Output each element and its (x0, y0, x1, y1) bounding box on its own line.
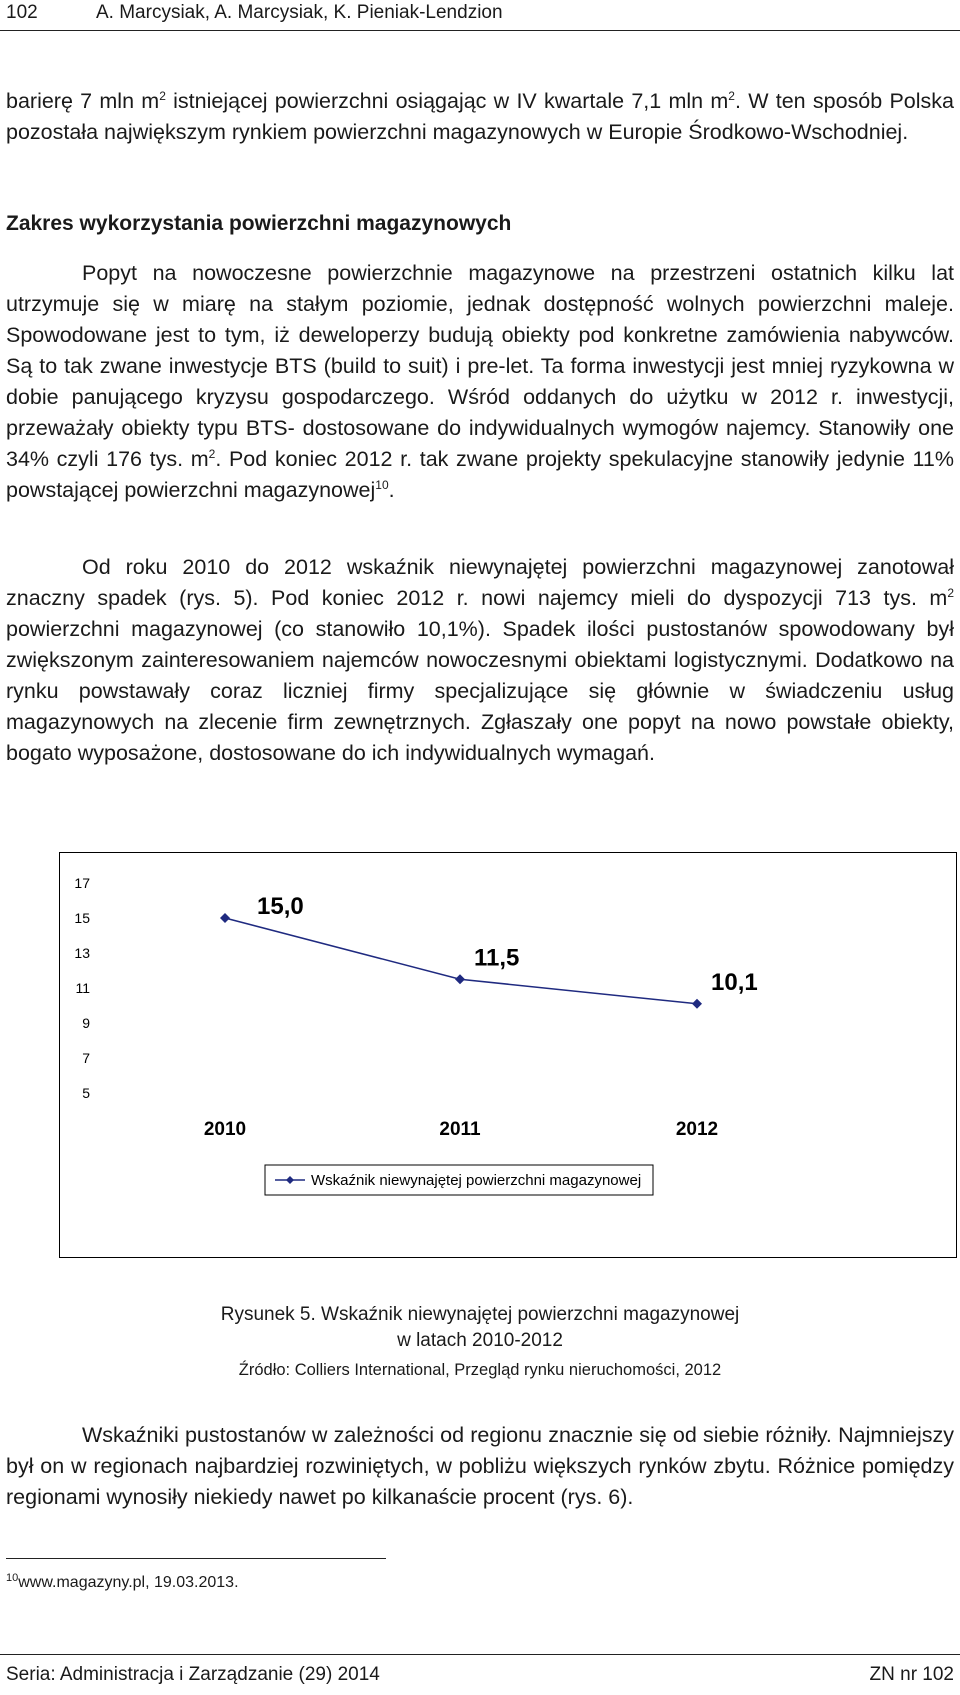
data-label: 15,0 (257, 893, 304, 920)
figure-source: Źródło: Colliers International, Przegląd rynku nieruchomości, 2012 (238, 1361, 722, 1379)
section-heading: Zakres wykorzystania powierzchni magazynowych (6, 212, 512, 235)
series-line (225, 918, 697, 1004)
footnote: $^{10}$www.magazyny.pl, 19.03.2013. (6, 1572, 239, 1591)
paragraph-regions: Wskaźniki pustostanów w zależności od regionu znacznie się od siebie różniły. Najmniejszy był on w regionach najbardziej rozwiniętych, w pobliżu większych rynków zbytu. Różnice pomiędzy regionami wynosiły niekiedy nawet po kilkanaście procent (rys. 6). (6, 1423, 954, 1509)
footer-series: Seria: Administracja i Zarządzanie (29) 2014 (6, 1664, 380, 1685)
figure-caption: Rysunek 5. Wskaźnik niewynajętej powierzchni magazynowej w latach 2010-2012 (220, 1304, 740, 1351)
header-divider (0, 30, 960, 31)
x-category-label: 2012 (675, 1119, 719, 1140)
y-tick-label: 5 (82, 1085, 90, 1101)
vacancy-rate-chart (59, 852, 957, 1258)
paragraph-vacancy: Od roku 2010 do 2012 wskaźnik niewynajętej powierzchni magazynowej zanotował znaczny spadek (rys. 5). Pod koniec 2012 r. nowi najemcy mieli do dyspozycji 713 tys. $m^2$ powierzchni magazynowej (co stanowiło 10,1%). Spadek ilości pustostanów spowodowany był zwiększonym zainteresowaniem najemców nowoczesnymi obiektami logistycznymi. Dodatkowo na rynku powstawały coraz liczniej firmy specjalizujące się głównie w świadczeniu usług magazynowych na zlecenie firm zewnętrznych. Zgłaszały one popyt na nowo powstałe obiekty, bogato wyposażone, dostosowane do ich indywidualnych wymagań. (6, 555, 954, 765)
y-tick-label: 7 (82, 1050, 90, 1066)
y-tick-label: 9 (82, 1015, 90, 1031)
y-tick-label: 15 (74, 910, 90, 926)
y-tick-label: 17 (74, 875, 90, 891)
intro-paragraph: barierę 7 mln $m^2$ istniejącej powierzchni osiągając w IV kwartale 7,1 mln $m^2$. W ten sposób Polska pozostała największym rynkiem powierzchni magazynowych w Europie Środkowo-Wschodniej. (6, 89, 954, 144)
x-category-label: 2010 (203, 1119, 247, 1140)
page-header (0, 0, 960, 26)
footer-divider (0, 1654, 960, 1655)
data-point-marker (455, 974, 465, 984)
y-tick-label: 11 (75, 980, 90, 996)
data-label: 10,1 (711, 968, 758, 996)
paragraph-demand: Popyt na nowoczesne powierzchnie magazynowe na przestrzeni ostatnich kilku lat utrzymuje się w miarę na stałym poziomie, jednak dostępność wolnych powierzchni maleje. Spowodowane jest to tym, iż deweloperzy budują obiekty pod konkretne zamówienia nabywców. Są to tak zwane inwestycje BTS (build to suit) i pre-let. Ta forma inwestycji jest mniej ryzykowna w dobie panującego kryzysu gospodarczego. Wśród oddanych do użytku w 2012 r. inwestycji, przeważały obiekty typu BTS- dostosowane do indywidualnych wymogów najemcy. Stanowiły one 34% czyli 176 tys. $m^2$. Pod koniec 2012 r. tak zwane projekty spekulacyjne stanowiły jedynie 11% powstającej powierzchni magazynowej$^{10}$. (6, 261, 954, 502)
page-number: 102 (6, 2, 38, 23)
footer-issue: ZN nr 102 (869, 1664, 954, 1685)
legend-label: Wskaźnik niewynajętej powierzchni magazynowej (311, 1172, 642, 1189)
y-tick-label: 13 (74, 945, 90, 961)
data-point-marker (220, 913, 230, 923)
running-authors: A. Marcysiak, A. Marcysiak, K. Pieniak-Lendzion (96, 2, 503, 23)
chart-canvas (60, 853, 956, 1257)
data-label: 11,5 (474, 944, 520, 972)
footnote-divider (6, 1558, 386, 1559)
data-point-marker (692, 999, 702, 1009)
x-category-label: 2011 (439, 1119, 481, 1140)
